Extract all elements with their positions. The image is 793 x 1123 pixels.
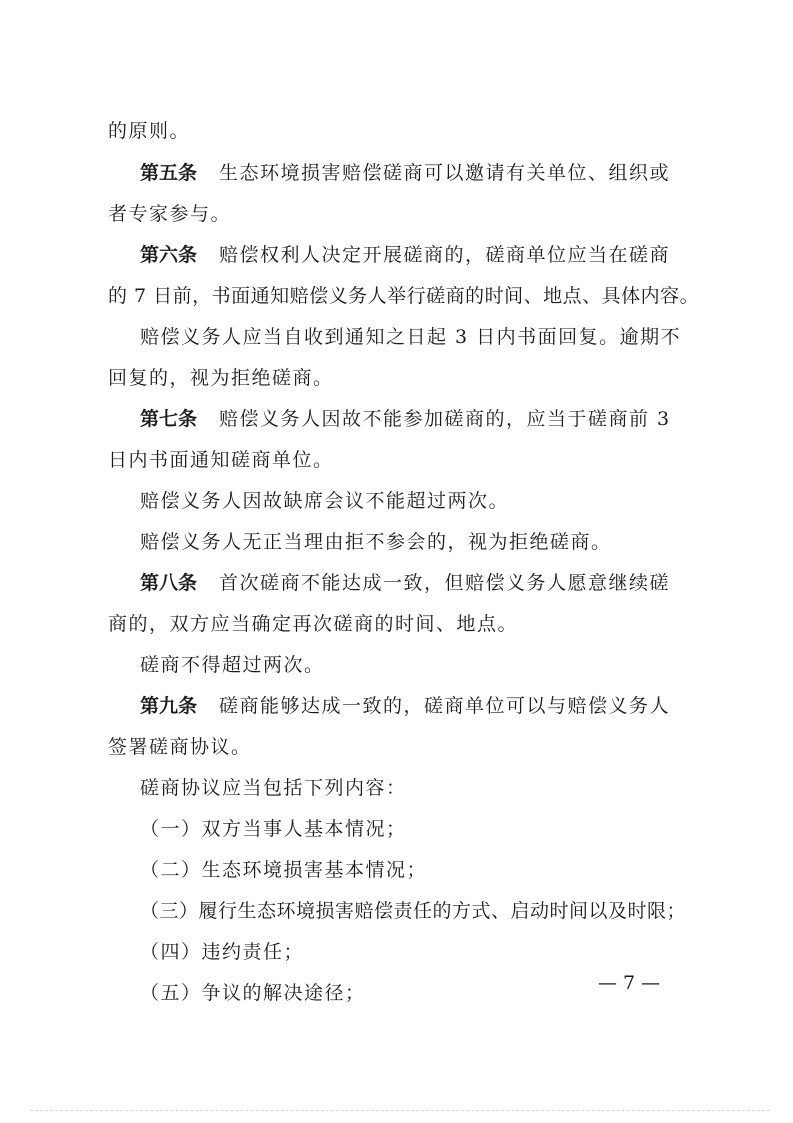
text-line bbox=[108, 734, 252, 760]
text-line bbox=[108, 201, 231, 227]
list-item bbox=[140, 898, 686, 924]
line-text: 磋商不得超过两次。 bbox=[140, 654, 325, 676]
article-eight-line bbox=[140, 570, 670, 596]
list-item bbox=[140, 857, 427, 883]
text-line bbox=[108, 283, 699, 309]
line-text: 磋商协议应当包括下列内容： bbox=[140, 777, 407, 799]
line-text: （一）双方当事人基本情况； bbox=[140, 818, 407, 840]
line-text: 商的，双方应当确定再次磋商的时间、地点。 bbox=[108, 613, 519, 635]
article-five-line bbox=[140, 160, 670, 186]
list-item bbox=[140, 980, 366, 1006]
line-text: 赔偿权利人决定开展磋商的，磋商单位应当在磋商 bbox=[219, 244, 671, 266]
list-item bbox=[140, 816, 407, 842]
line-text: 生态环境损害赔偿磋商可以邀请有关单位、组织或 bbox=[219, 162, 671, 184]
article-seven-line bbox=[140, 406, 671, 432]
line-text: 回复的，视为拒绝磋商。 bbox=[108, 367, 334, 389]
list-item bbox=[140, 939, 304, 965]
line-text: （五）争议的解决途径； bbox=[140, 982, 366, 1004]
text-line bbox=[140, 775, 407, 801]
text-line bbox=[140, 652, 325, 678]
article-heading: 第五条 bbox=[140, 162, 198, 184]
text-line bbox=[140, 488, 509, 514]
line-text: 赔偿义务人因故不能参加磋商的，应当于磋商前 3 bbox=[219, 408, 671, 430]
line-text: 的 7 日前，书面通知赔偿义务人举行磋商的时间、地点、具体内容。 bbox=[108, 285, 700, 307]
line-text: 者专家参与。 bbox=[108, 203, 232, 225]
line-text: （三）履行生态环境损害赔偿责任的方式、启动时间以及时限； bbox=[140, 900, 687, 922]
article-heading: 第七条 bbox=[140, 408, 198, 430]
text-line bbox=[140, 324, 681, 350]
article-heading: 第八条 bbox=[140, 572, 198, 594]
text-line bbox=[108, 447, 334, 473]
line-text: 赔偿义务人无正当理由拒不参会的，视为拒绝磋商。 bbox=[140, 531, 612, 553]
line-text: 签署磋商协议。 bbox=[108, 736, 252, 758]
line-text: 赔偿义务人因故缺席会议不能超过两次。 bbox=[140, 490, 510, 512]
line-text: 的原则。 bbox=[108, 120, 191, 142]
article-heading: 第六条 bbox=[140, 244, 198, 266]
text-line bbox=[108, 611, 518, 637]
article-six-line bbox=[140, 242, 670, 268]
line-text: （四）违约责任； bbox=[140, 941, 305, 963]
article-heading: 第九条 bbox=[140, 695, 198, 717]
article-nine-line bbox=[140, 693, 670, 719]
page-number: — 7 — bbox=[598, 972, 661, 994]
line-text: 赔偿义务人应当自收到通知之日起 3 日内书面回复。逾期不 bbox=[140, 326, 682, 348]
text-line bbox=[108, 118, 190, 144]
line-text: （二）生态环境损害基本情况； bbox=[140, 859, 428, 881]
text-line bbox=[108, 365, 334, 391]
text-line bbox=[140, 529, 612, 555]
page-bottom-rule bbox=[30, 1110, 770, 1111]
line-text: 首次磋商不能达成一致，但赔偿义务人愿意继续磋 bbox=[219, 572, 671, 594]
line-text: 磋商能够达成一致的，磋商单位可以与赔偿义务人 bbox=[219, 695, 671, 717]
line-text: 日内书面通知磋商单位。 bbox=[108, 449, 334, 471]
